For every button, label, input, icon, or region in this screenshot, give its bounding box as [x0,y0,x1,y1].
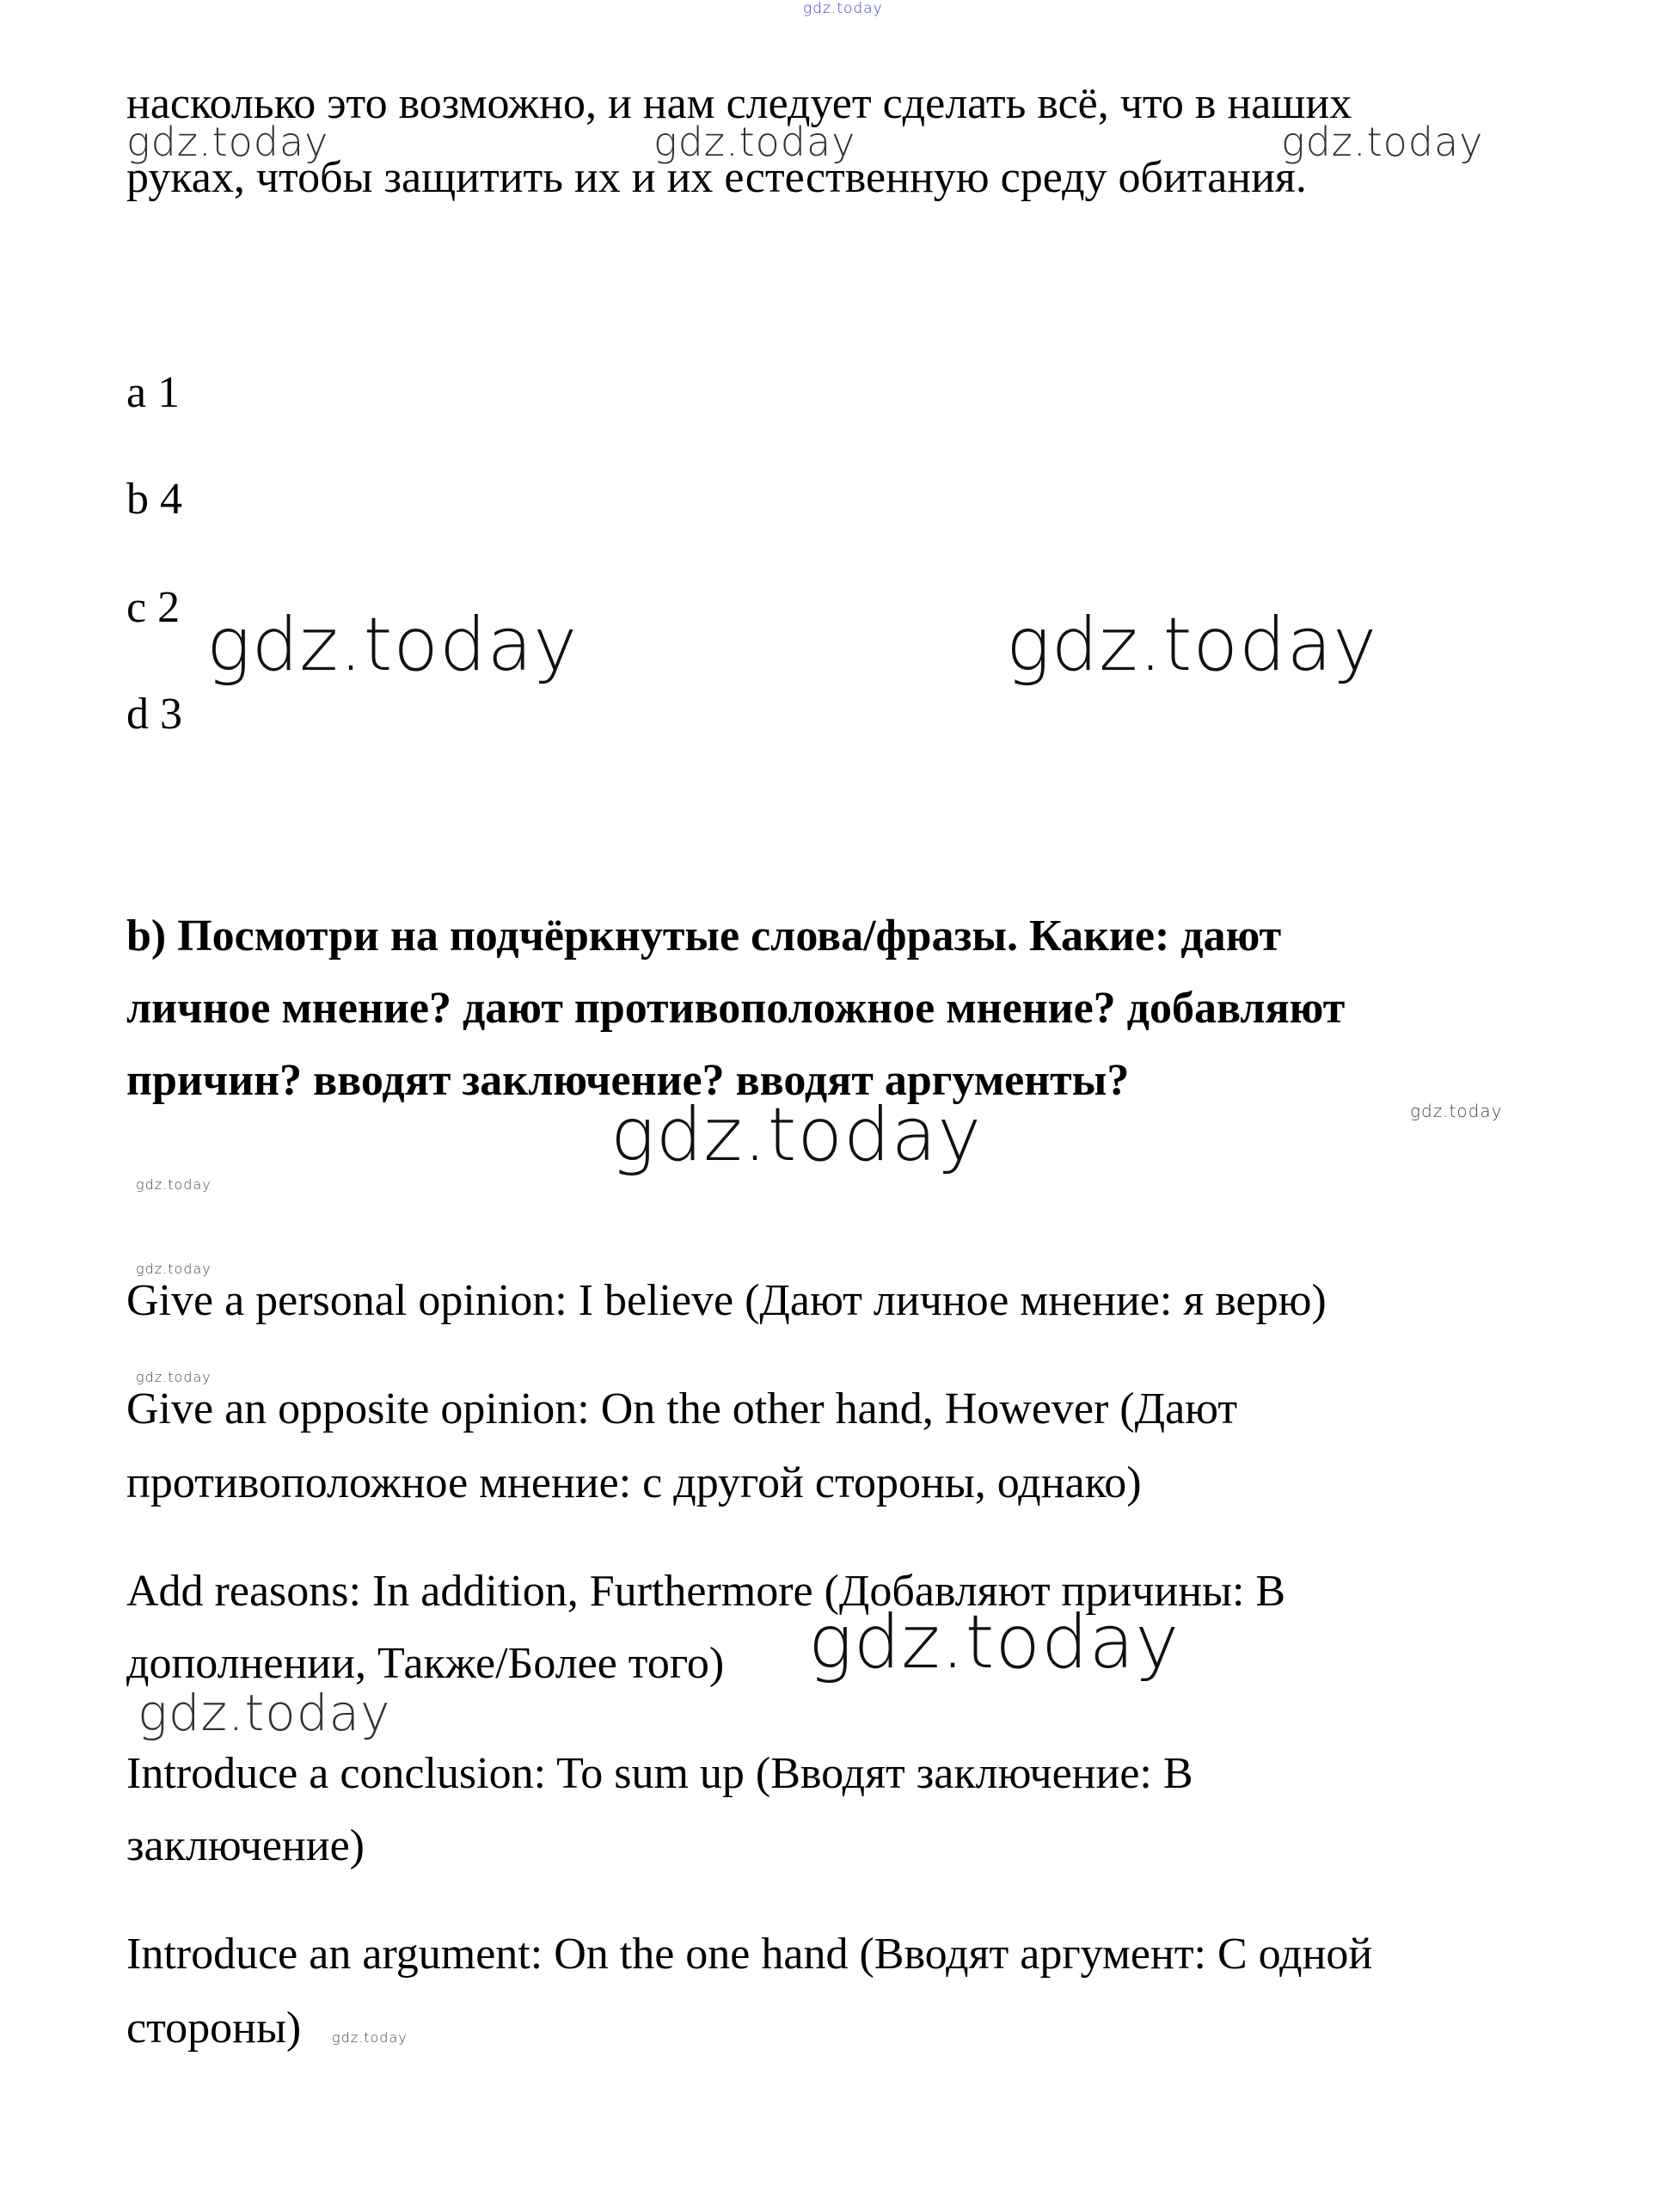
item-personal-opinion: Give a personal opinion: I believe (Дают личное мнение: я верю) [126,1276,1327,1325]
task-b-line-3: причин? вводят заключение? вводят аргументы? [126,1056,1130,1105]
task-b-line-2: личное мнение? дают противоположное мнение? добавляют [126,984,1346,1033]
answer-a: a 1 [126,368,181,417]
watermark: gdz.today [126,119,329,165]
watermark: gdz.today [808,1599,1180,1685]
item-opposite-opinion-line-1: Give an opposite opinion: On the other hand, However (Дают [126,1384,1238,1433]
item-conclusion-line-2: заключение) [126,1821,365,1870]
watermark: gdz.today [332,2029,408,2046]
watermark: gdz.today [206,602,579,688]
answer-b: b 4 [126,475,182,524]
item-add-reasons-line-1: Add reasons: In addition, Furthermore (Добавляют причины: В [126,1567,1286,1616]
watermark: gdz.today [136,1176,212,1193]
watermark: gdz.today [136,1261,212,1277]
watermark: gdz.today [1006,602,1378,688]
watermark: gdz.today [136,1369,212,1385]
item-conclusion-line-1: Introduce a conclusion: To sum up (Вводят заключение: В [126,1749,1193,1798]
watermark: gdz.today [138,1684,391,1742]
item-argument-line-2: стороны) [126,2004,302,2053]
watermark-top: gdz.today [803,0,883,17]
watermark: gdz.today [653,119,856,165]
answer-d: d 3 [126,690,182,739]
task-b-line-1: b) Посмотри на подчёркнутые слова/фразы. Какие: дают [126,911,1282,961]
watermark: gdz.today [1410,1101,1503,1121]
watermark: gdz.today [610,1092,983,1178]
item-add-reasons-line-2: дополнении, Также/Более того) [126,1639,725,1688]
item-opposite-opinion-line-2: противоположное мнение: с другой стороны, однако) [126,1458,1142,1507]
watermark: gdz.today [1281,119,1484,165]
answer-c: c 2 [126,583,181,632]
paragraph-line-1: насколько это возможно, и нам следует сделать всё, что в наших [126,79,1352,128]
item-argument-line-1: Introduce an argument: On the one hand (Вводят аргумент: С одной [126,1930,1373,1979]
paragraph-line-2: руках, чтобы защитить их и их естественную среду обитания. [126,153,1307,202]
